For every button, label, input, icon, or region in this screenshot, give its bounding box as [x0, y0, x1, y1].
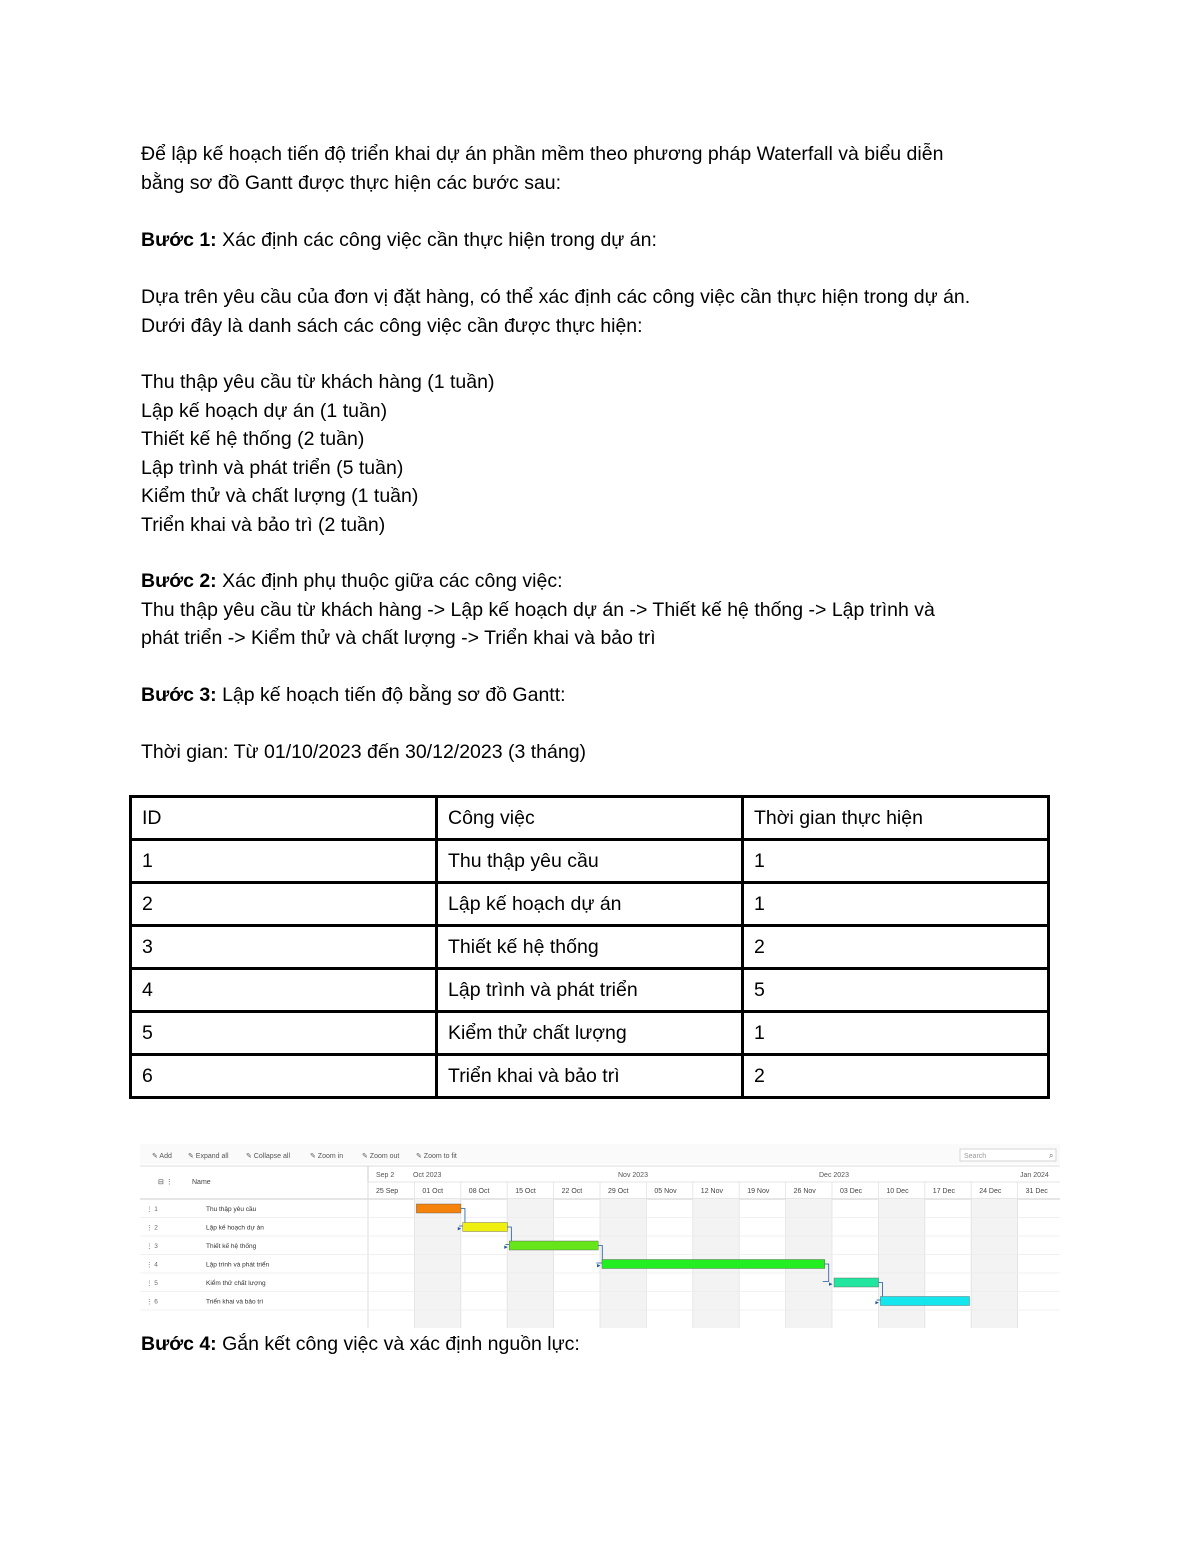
search-placeholder: Search	[964, 1153, 987, 1160]
week-label: 31 Dec	[1025, 1188, 1048, 1195]
table-cell: 2	[743, 1055, 1049, 1098]
row-number: ⋮ 4	[146, 1261, 158, 1269]
task-name: Lập kế hoạch dự án	[206, 1224, 264, 1232]
tree-toggle-icon: ⊟ ⋮	[158, 1179, 173, 1186]
dependency-arrow-icon: ▸	[875, 1299, 879, 1307]
dependency-arrow-icon: ▸	[597, 1262, 601, 1270]
week-label: 24 Dec	[979, 1188, 1002, 1195]
table-cell: 5	[743, 969, 1049, 1012]
step2-dependency-line-2: phát triển -> Kiểm thử và chất lượng -> Triển khai và bảo trì	[141, 627, 656, 649]
task-list-item: Triển khai và bảo trì (2 tuần)	[141, 513, 386, 536]
step1-heading	[141, 226, 1071, 255]
step3-text: Lập kế hoạch tiến độ bằng sơ đồ Gantt:	[216, 684, 566, 706]
dependency-arrow-icon: ▸	[829, 1281, 833, 1288]
task-name: Triển khai và bảo trì	[206, 1298, 264, 1306]
task-bar	[509, 1241, 598, 1250]
time-range: Thời gian: Từ 01/10/2023 đến 30/12/2023 (3 tháng)	[141, 741, 587, 763]
table-row	[131, 1012, 1049, 1055]
step1-desc-line-2: Dưới đây là danh sách các công việc cần được thực hiện:	[141, 314, 643, 337]
week-label: 17 Dec	[932, 1188, 955, 1195]
week-label: 10 Dec	[886, 1188, 909, 1195]
task-list-item: Lập kế hoạch dự án (1 tuần)	[141, 399, 388, 422]
table-row	[131, 1055, 1049, 1098]
table-cell: 1	[743, 883, 1049, 926]
month-label: Dec 2023	[819, 1172, 849, 1179]
task-list-item: Kiểm thử và chất lượng (1 tuần)	[141, 485, 419, 507]
task-table	[129, 795, 1050, 1099]
step4-label: Bước 4:	[141, 1333, 217, 1355]
toolbar-button: ✎ Zoom to fit	[416, 1153, 457, 1160]
table-row	[131, 883, 1049, 926]
table-cell: 2	[743, 926, 1049, 969]
task-list-item: Thu thập yêu cầu từ khách hàng (1 tuần)	[141, 371, 495, 393]
task-name: Lập trình và phát triển	[206, 1261, 270, 1269]
table-cell: 1	[131, 840, 437, 883]
task-bar	[880, 1297, 969, 1306]
step3-heading	[141, 681, 1071, 710]
step2-dependency-line-1: Thu thập yêu cầu từ khách hàng -> Lập kế hoạch dự án -> Thiết kế hệ thống -> Lập trình và	[141, 598, 935, 621]
table-header-cell: Thời gian thực hiện	[743, 797, 1049, 840]
toolbar-button: ✎ Zoom in	[310, 1153, 344, 1160]
week-label: 12 Nov	[700, 1188, 723, 1195]
step2-label: Bước 2:	[141, 570, 217, 592]
week-label: 03 Dec	[840, 1188, 863, 1195]
week-label: 19 Nov	[747, 1188, 770, 1195]
week-label: 29 Oct	[608, 1188, 629, 1195]
step1-label: Bước 1:	[141, 229, 217, 251]
name-column-header: Name	[192, 1179, 211, 1186]
task-bar	[416, 1204, 461, 1213]
task-list-item: Thiết kế hệ thống (2 tuần)	[141, 428, 365, 450]
step1-description	[141, 283, 1071, 340]
step3-label: Bước 3:	[141, 684, 217, 706]
table-cell: Thu thập yêu cầu	[437, 840, 743, 883]
week-label: 26 Nov	[793, 1188, 816, 1195]
step2-paragraph	[141, 567, 1071, 653]
task-list	[141, 368, 1071, 539]
week-label: 08 Oct	[468, 1188, 490, 1195]
table-header-row	[131, 797, 1049, 840]
task-bar	[602, 1260, 825, 1269]
row-number: ⋮ 6	[146, 1298, 158, 1306]
task-bar	[463, 1223, 508, 1232]
table-cell: Lập trình và phát triển	[437, 969, 743, 1012]
task-bar	[834, 1278, 879, 1287]
toolbar-button: ✎ Zoom out	[362, 1153, 400, 1160]
week-stripe	[971, 1199, 1017, 1328]
intro-line-2: bằng sơ đồ Gantt được thực hiện các bước sau:	[141, 171, 562, 194]
week-label: 25 Sep	[376, 1188, 399, 1195]
toolbar-button: ✎ Expand all	[188, 1153, 229, 1160]
step4-text: Gắn kết công việc và xác định nguồn lực:	[216, 1333, 580, 1355]
row-number: ⋮ 2	[146, 1224, 158, 1232]
table-row	[131, 926, 1049, 969]
week-stripe	[507, 1199, 553, 1328]
month-label: Jan 2024	[1020, 1172, 1049, 1179]
intro-paragraph	[141, 140, 1071, 197]
gantt-chart-image	[140, 1144, 1060, 1328]
month-label: Nov 2023	[618, 1172, 648, 1179]
table-row	[131, 840, 1049, 883]
row-number: ⋮ 5	[146, 1280, 158, 1287]
week-stripe	[414, 1199, 460, 1328]
table-cell: Kiểm thử chất lượng	[437, 1012, 743, 1055]
week-stripe	[878, 1199, 924, 1328]
table-cell: 1	[743, 1012, 1049, 1055]
week-label: 05 Nov	[654, 1188, 677, 1195]
week-label: 22 Oct	[561, 1188, 583, 1195]
table-cell: Triển khai và bảo trì	[437, 1055, 743, 1098]
task-list-item: Lập trình và phát triển (5 tuần)	[141, 456, 404, 479]
month-label: Oct 2023	[413, 1172, 442, 1179]
task-name: Thiết kế hệ thống	[206, 1243, 257, 1250]
step2-text: Xác định phụ thuộc giữa các công việc:	[216, 570, 563, 592]
table-cell: 5	[131, 1012, 437, 1055]
task-name: Kiểm thử chất lượng	[206, 1280, 266, 1287]
gantt-svg	[140, 1144, 1060, 1328]
step1-desc-line-1: Dựa trên yêu cầu của đơn vị đặt hàng, có thể xác định các công việc cần thực hiện trong dự án.	[141, 286, 971, 308]
step1-text: Xác định các công việc cần thực hiện trong dự án:	[216, 229, 657, 251]
table-cell: 2	[131, 883, 437, 926]
table-header-cell: Công việc	[437, 797, 743, 840]
table-cell: 3	[131, 926, 437, 969]
intro-line-1: Để lập kế hoạch tiến độ triển khai dự án phần mềm theo phương pháp Waterfall và biểu diễn	[141, 143, 944, 165]
table-cell: Lập kế hoạch dự án	[437, 883, 743, 926]
month-label: Sep 2	[376, 1172, 395, 1179]
table-cell: 4	[131, 969, 437, 1012]
toolbar-button: ✎ Add	[152, 1153, 172, 1160]
table-cell: 1	[743, 840, 1049, 883]
step4-heading	[141, 1330, 1071, 1359]
table-header-cell: ID	[131, 797, 437, 840]
table-row	[131, 969, 1049, 1012]
toolbar-button: ✎ Collapse all	[246, 1153, 290, 1160]
row-number: ⋮ 3	[146, 1243, 158, 1250]
table-cell: 6	[131, 1055, 437, 1098]
dependency-arrow-icon: ▸	[457, 1225, 462, 1233]
dependency-arrow-icon: ▸	[504, 1244, 508, 1251]
search-icon: ⌕	[1049, 1151, 1054, 1160]
week-label: 01 Oct	[422, 1188, 444, 1195]
step3-time	[141, 738, 1071, 767]
table-cell: Thiết kế hệ thống	[437, 926, 743, 969]
row-number: ⋮ 1	[146, 1206, 158, 1213]
week-label: 15 Oct	[515, 1188, 536, 1195]
task-name: Thu thập yêu cầu	[206, 1206, 257, 1213]
